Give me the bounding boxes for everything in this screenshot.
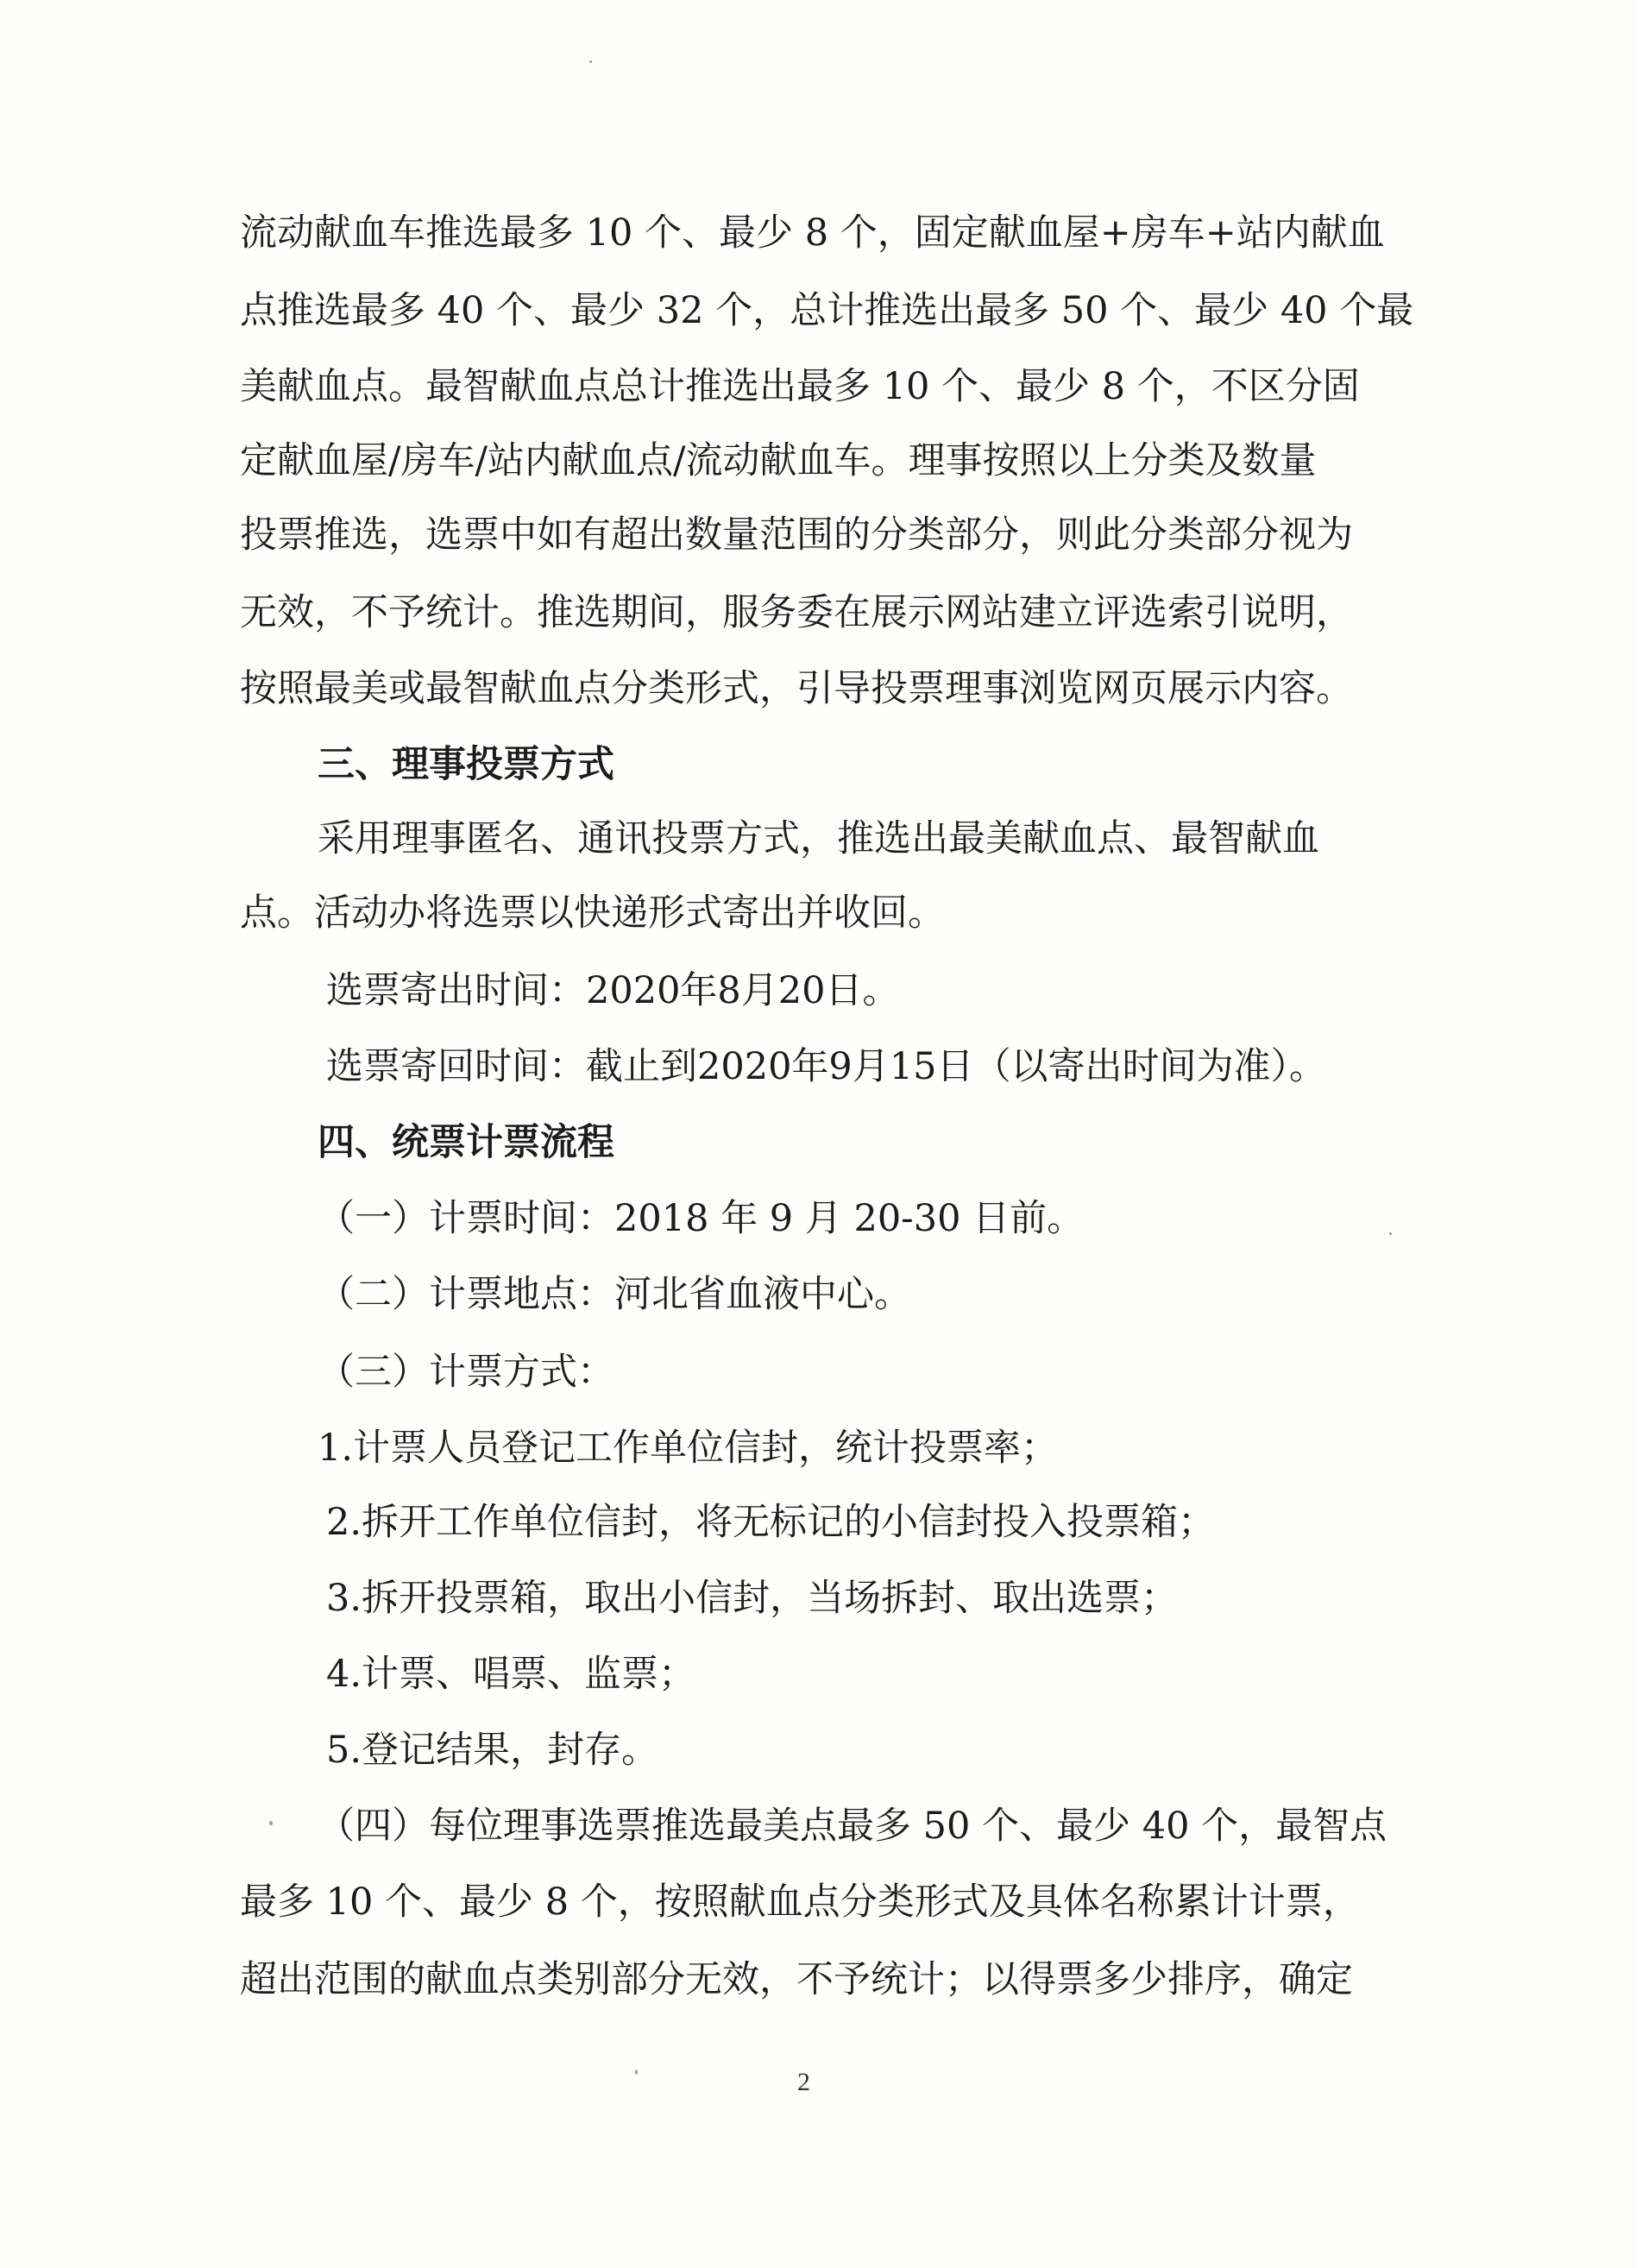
paragraph-line: 美献血点。最智献血点总计推选出最多 10 个、最少 8 个，不区分固 [240,365,1360,408]
return-time-line: 选票寄回时间：截止到2020年9月15日（以寄出时间为准）。 [326,1045,1327,1088]
paragraph-line: 超出范围的献血点类别部分无效，不予统计；以得票多少排序，确定 [240,1958,1353,2001]
section-heading: 三、理事投票方式 [318,743,614,786]
paragraph-line: 最多 10 个、最少 8 个，按照献血点分类形式及具体名称累计计票， [240,1881,1360,1924]
scan-speck [1389,1232,1392,1235]
paragraph-line: （四）每位理事选票推选最美点最多 50 个、最少 40 个，最智点 [318,1805,1387,1848]
send-time-line: 选票寄出时间：2020年8月20日。 [326,969,900,1012]
scan-speck [269,1821,273,1825]
step-item: 2.拆开工作单位信封，将无标记的小信封投入投票箱； [326,1501,1216,1544]
step-item: 5.登记结果，封存。 [326,1729,659,1772]
paragraph-line: 点推选最多 40 个、最少 32 个，总计推选出最多 50 个、最少 40 个最 [240,289,1414,332]
step-item: 1.计票人员登记工作单位信封，统计投票率； [318,1427,1059,1470]
paragraph-line: 点。活动办将选票以快递形式寄出并收回。 [240,891,945,935]
section-heading: 四、统票计票流程 [318,1121,614,1164]
paragraph-line: 采用理事匿名、通讯投票方式，推选出最美献血点、最智献血 [318,817,1319,860]
list-item: （三）计票方式： [318,1351,614,1394]
paragraph-line: 投票推选，选票中如有超出数量范围的分类部分，则此分类部分视为 [240,513,1353,557]
page-number: 2 [797,2068,810,2096]
scan-speck [589,60,592,63]
scan-speck [635,2070,638,2075]
step-item: 3.拆开投票箱，取出小信封，当场拆封、取出选票； [326,1577,1179,1620]
list-item: （二）计票地点：河北省血液中心。 [318,1273,911,1316]
paragraph-line: 按照最美或最智献血点分类形式，引导投票理事浏览网页展示内容。 [240,667,1353,710]
list-item: （一）计票时间：2018 年 9 月 20-30 日前。 [318,1197,1085,1240]
paragraph-line: 定献血屋/房车/站内献血点/流动献血车。理事按照以上分类及数量 [240,439,1317,482]
paragraph-line: 无效，不予统计。推选期间，服务委在展示网站建立评选索引说明， [240,591,1353,634]
step-item: 4.计票、唱票、监票； [326,1653,696,1696]
paragraph-line: 流动献血车推选最多 10 个、最少 8 个，固定献血屋+房车+站内献血 [240,211,1385,255]
